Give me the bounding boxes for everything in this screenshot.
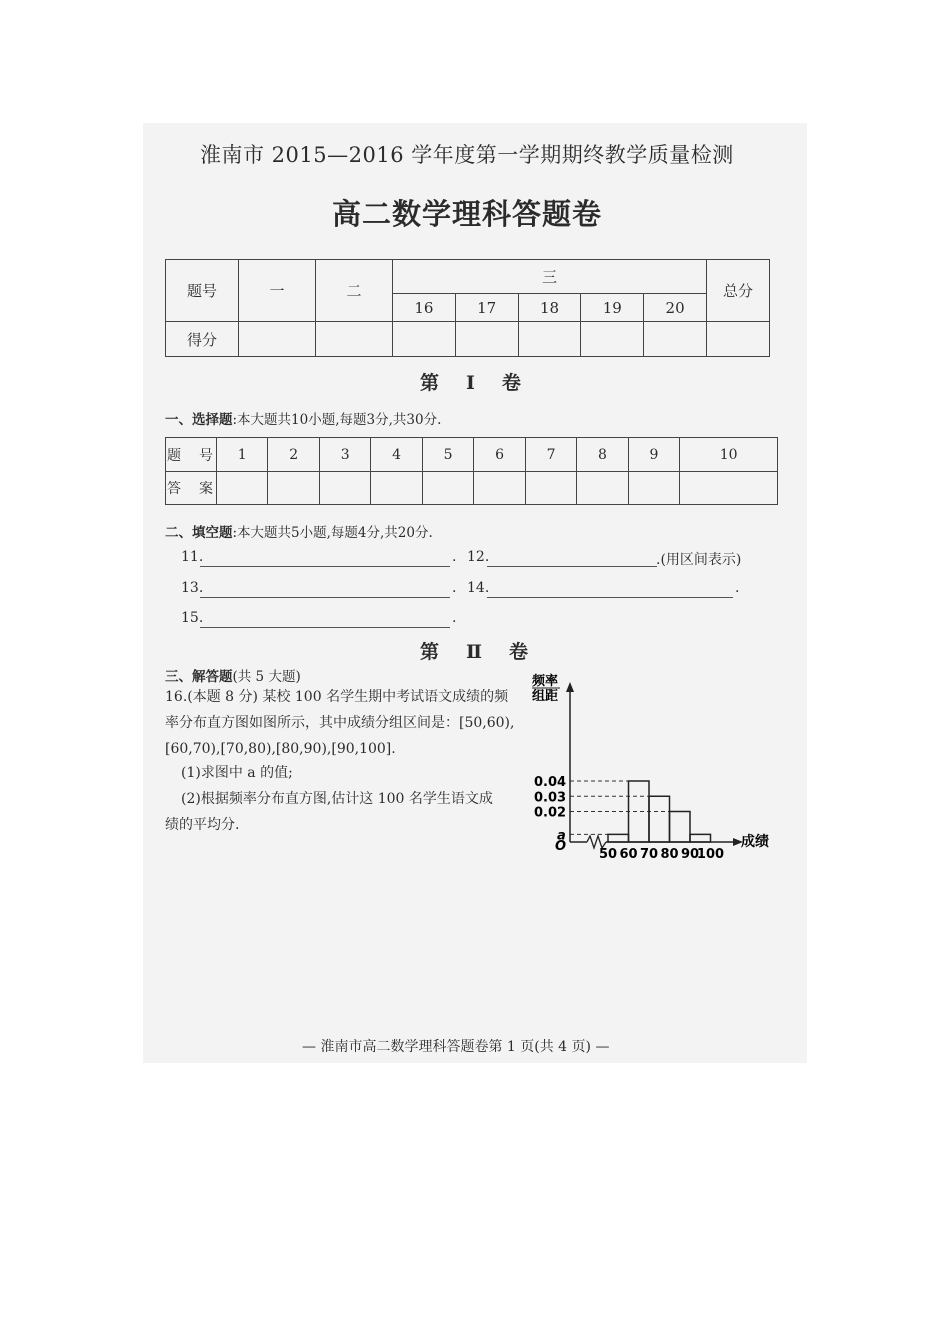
q12-number: 12.	[467, 549, 490, 565]
answer-label: 三、解答题	[165, 669, 233, 685]
score-cell[interactable]	[316, 322, 393, 357]
score-table-q19: 19	[581, 294, 644, 322]
choice-table-answer-label: 答 案	[166, 472, 217, 505]
histogram-bar	[608, 834, 629, 842]
score-cell[interactable]	[239, 322, 316, 357]
q14-dot: .	[735, 580, 740, 596]
page-footer: — 淮南市高二数学理科答题卷第 1 页(共 4 页) —	[302, 1039, 610, 1055]
choice-number: 2	[268, 438, 319, 472]
q14-number: 14.	[467, 580, 490, 596]
q13-dot: .	[452, 580, 457, 596]
choice-label: 一、选择题	[165, 412, 233, 428]
q11-blank[interactable]	[200, 566, 450, 567]
answer-cell[interactable]	[371, 472, 422, 505]
score-cell[interactable]	[518, 322, 581, 357]
choice-number: 9	[628, 438, 679, 472]
q16-part2-line2: 绩的平均分.	[165, 817, 240, 833]
fill-label: 二、填空题	[165, 525, 233, 541]
choice-number: 4	[371, 438, 422, 472]
answer-cell[interactable]	[680, 472, 778, 505]
score-table-q17: 17	[455, 294, 518, 322]
q11-dot: .	[452, 549, 457, 565]
choice-number: 7	[525, 438, 576, 472]
q15-dot: .	[452, 610, 457, 626]
choice-table-question-label: 题 号	[166, 438, 217, 472]
x-tick-label: 90	[680, 847, 700, 862]
answer-cell[interactable]	[422, 472, 473, 505]
x-axis-label: 成绩	[741, 834, 769, 850]
y-tick-label: a	[557, 828, 566, 844]
choice-number: 6	[474, 438, 525, 472]
choice-table	[165, 437, 778, 505]
score-cell[interactable]	[581, 322, 644, 357]
volume2-title: 第 Ⅱ 卷	[420, 641, 533, 663]
answer-cell[interactable]	[525, 472, 576, 505]
sheet-title: 高二数学理科答题卷	[332, 197, 603, 231]
choice-section-heading	[165, 408, 441, 428]
score-table-part1: 一	[239, 260, 316, 322]
frequency-histogram	[525, 668, 780, 863]
answer-cell[interactable]	[319, 472, 370, 505]
q12-blank[interactable]	[487, 566, 657, 567]
score-table-question-label: 题号	[166, 260, 239, 322]
q14-blank[interactable]	[487, 597, 733, 598]
x-tick-label: 50	[598, 847, 618, 862]
choice-number: 5	[422, 438, 473, 472]
histogram-axes	[566, 682, 743, 848]
score-table-q20: 20	[644, 294, 707, 322]
q16-part2-line1: (2)根据频率分布直方图,估计这 100 名学生语文成	[181, 791, 493, 807]
score-table-part2: 二	[316, 260, 393, 322]
x-tick-label: 80	[660, 847, 679, 862]
score-cell[interactable]	[393, 322, 456, 357]
x-tick-label: 100	[696, 847, 725, 862]
choice-number: 10	[680, 438, 778, 472]
fill-section-heading	[165, 521, 433, 541]
y-tick-label: 0.04	[534, 775, 567, 790]
volume1-title: 第 Ⅰ 卷	[420, 372, 525, 394]
answer-cell[interactable]	[217, 472, 268, 505]
histogram-bar	[690, 834, 711, 842]
histogram-bar	[670, 812, 691, 843]
answer-cell[interactable]	[474, 472, 525, 505]
x-tick-label: 70	[639, 847, 659, 862]
histogram-bar	[649, 796, 670, 842]
q16-text: 16.(本题 8 分) 某校 100 名学生期中考试语文成绩的频率分布直方图如图所示，其中成绩分组区间是：[50,60),[60,70),[70,80),[80,90),[90,100].	[165, 689, 515, 757]
answer-cell[interactable]	[577, 472, 628, 505]
q15-number: 15.	[181, 610, 204, 626]
fill-desc: :本大题共5小题,每题4分,共20分.	[232, 525, 433, 541]
y-axis-label-bottom: 组距	[532, 689, 559, 704]
histogram-guides	[570, 781, 670, 834]
q16-part1: (1)求图中 a 的值;	[181, 765, 293, 781]
q13-blank[interactable]	[200, 597, 450, 598]
q12-note: .(用区间表示)	[656, 552, 742, 568]
score-cell[interactable]	[707, 322, 770, 357]
y-axis-label-top: 频率	[532, 674, 559, 689]
choice-number: 8	[577, 438, 628, 472]
y-tick-label: 0.03	[534, 790, 567, 806]
score-table	[165, 259, 770, 357]
histogram-bars	[608, 781, 711, 842]
score-table-score-label: 得分	[166, 322, 239, 357]
y-tick-label: 0.02	[534, 805, 567, 821]
score-table-part3: 三	[393, 260, 707, 294]
answer-desc: (共 5 大题)	[232, 669, 301, 685]
choice-number: 1	[217, 438, 268, 472]
choice-desc: :本大题共10小题,每题3分,共30分.	[232, 412, 442, 428]
x-tick-label: 60	[619, 847, 638, 862]
q13-number: 13.	[181, 580, 204, 596]
answer-cell[interactable]	[268, 472, 319, 505]
score-cell[interactable]	[644, 322, 707, 357]
origin-label: O	[555, 839, 567, 854]
q11-number: 11.	[181, 549, 204, 565]
score-cell[interactable]	[455, 322, 518, 357]
choice-number: 3	[319, 438, 370, 472]
answer-section-heading	[165, 665, 301, 685]
answer-cell[interactable]	[628, 472, 679, 505]
histogram-bar	[629, 781, 650, 842]
q15-blank[interactable]	[200, 627, 450, 628]
score-table-total: 总分	[707, 260, 770, 322]
exam-title: 淮南市 2015—2016 学年度第一学期期终教学质量检测	[200, 143, 734, 167]
score-table-q16: 16	[393, 294, 456, 322]
y-axis-arrow	[566, 682, 574, 692]
score-table-q18: 18	[518, 294, 581, 322]
